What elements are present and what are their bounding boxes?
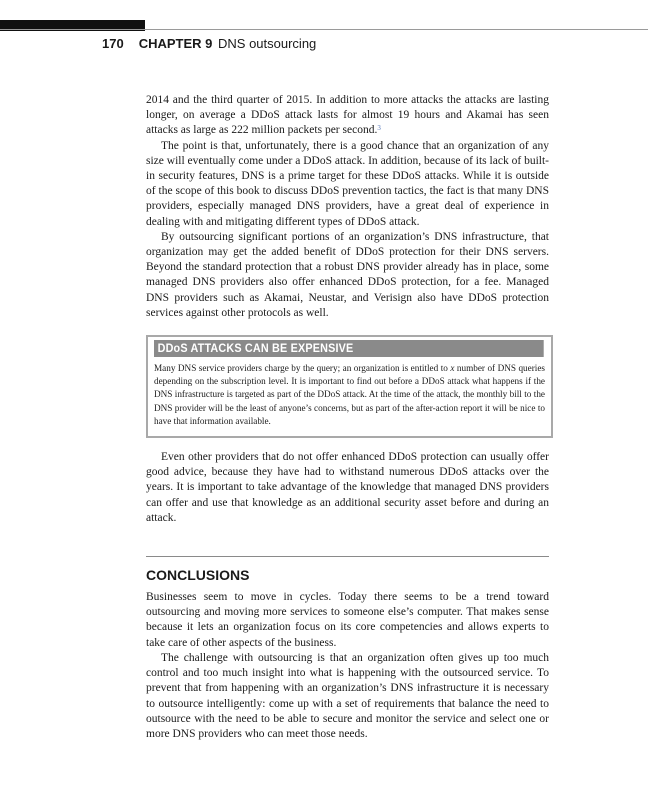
page-number: 170 [102,36,124,51]
conclusions-paragraph-1: Businesses seem to move in cycles. Today there seems to be a trend toward outsourcing and moving more services to someone else’s computer. That makes sense because it lets an organization focus on its core competencies and allows experts to take care of other aspects of the business. [146,591,549,649]
sidebar-text-part-1: Many DNS service providers charge by the query; an organization is entitled to [154,363,451,374]
chapter-title: DNS outsourcing [218,36,317,51]
sidebar-title: DDoS ATTACKS CAN BE EXPENSIVE [154,340,544,357]
page-body [146,93,549,742]
sidebar-box [146,335,553,438]
sidebar-variable-x: x [450,363,455,374]
running-head [102,36,316,52]
chapter-label: CHAPTER 9 [138,36,213,51]
paragraph-1 [146,93,549,139]
paragraph-4: Even other providers that do not offer enhanced DDoS protection can usually offer good advice, because they have had to withstand numerous DDoS attacks over the years. It is important to take advantage of the knowledge that managed DNS providers can offer and use that knowledge as an additional security asset before and during an attack. [146,451,549,524]
paragraph-1-text: 2014 and the third quarter of 2015. In addition to more attacks the attacks are lasting longer, on average a DDoS attack lasts for almost 19 hours and Akamai has seen attacks as large as 222 million packets per second. [146,94,549,137]
sidebar-text-part-2: number of DNS queries depending on the subscription level. It is important to find out before a DDoS attack what happens if the DNS infrastructure is targeted as part of the DDoS attack. At the time of the attack, the monthly bill to the DNS provider will be the least of anyone’s concerns, but as part of the after-action report it will be nice to have that information available. [154,363,545,426]
paragraph-2: The point is that, unfortunately, there is a good chance that an organization of any size will eventually come under a DDoS attack. In addition, because of its lack of built-in security features, DNS is a prime target for these DDoS attacks. While it is outside of the scope of this book to discuss DDoS prevention tactics, the fact is that many DNS providers, especially managed DNS providers, have a great deal of experience in dealing with and mitigating different types of DDoS attack. [146,139,549,228]
section-heading-conclusions: CONCLUSIONS [146,567,250,584]
footnote-reference[interactable]: 3 [377,124,381,133]
header-rule [0,29,648,30]
conclusions-paragraph-2: The challenge with outsourcing is that an organization often gives up too much control and too much insight into what is happening with the outsourced service. To prevent that from happening with an organization’s DNS infrastructure it is necessary to outsource intelligently: come up with a set of requirements that balance the need to outsource with the need to be able to secure and monitor the service and select one or more DNS providers who can meet those needs. [146,651,549,740]
paragraph-3: By outsourcing significant portions of an organization’s DNS infrastructure, that organization may get the added benefit of DDoS protection for their DNS servers. Beyond the standard protection that a robust DNS provider already has in place, some managed DNS providers also offer enhanced DDoS protection, for a fee. Managed DNS providers such as Akamai, Neustar, and Verisign also have DDoS protection services against other protocols as well. [146,230,549,319]
sidebar-text [154,362,545,428]
section-divider [146,556,549,557]
